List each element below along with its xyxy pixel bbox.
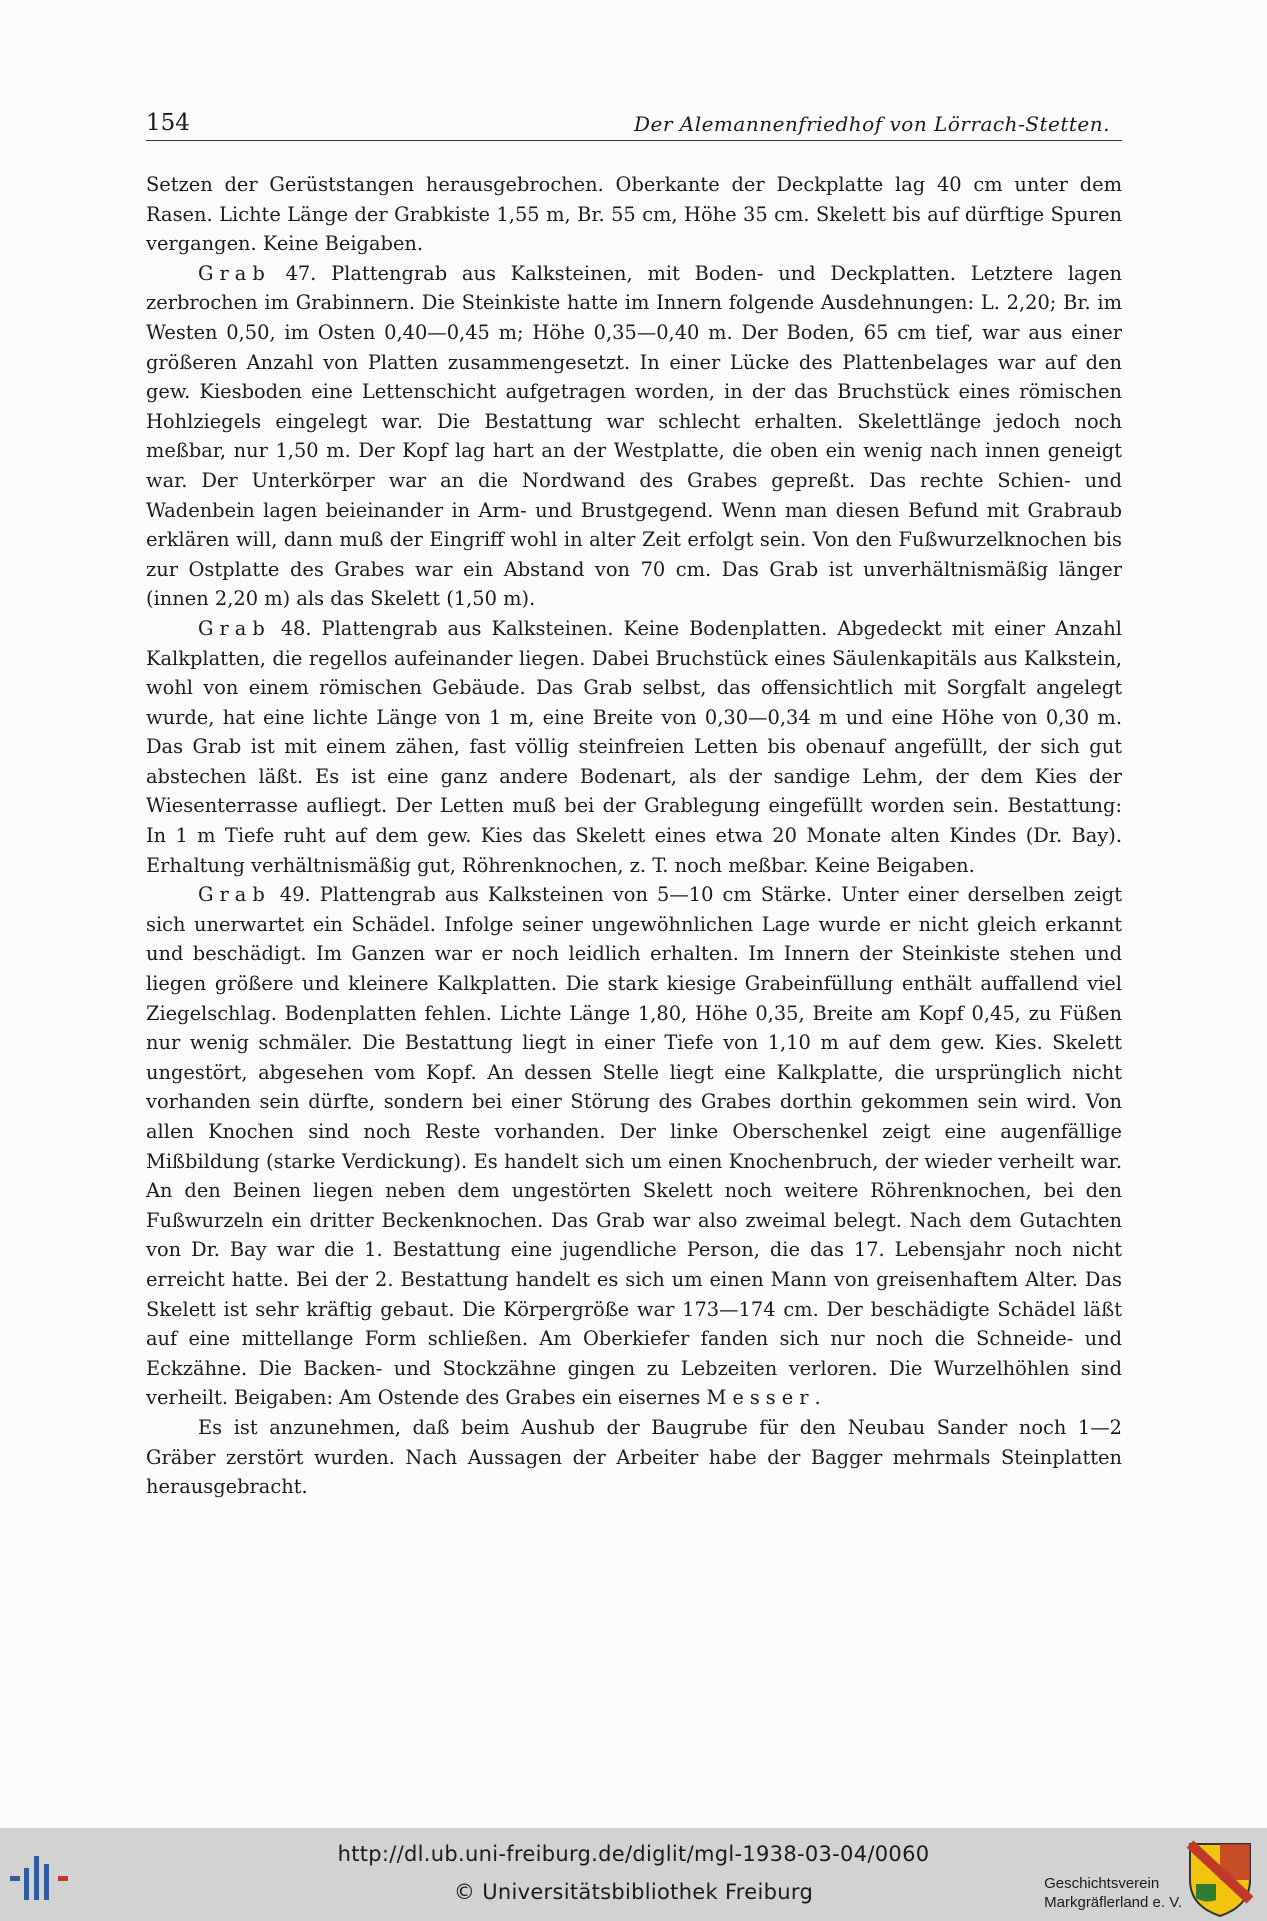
paragraph-grab-47 — [146, 259, 1122, 614]
paragraph-grab-48 — [146, 614, 1122, 880]
paragraph-text: 49. Plattengrab aus Kalksteinen von 5—10 cm Stärke. Unter einer derselben zeigt sich unerwartet ein Schädel. Infolge seiner ungewöhnlichen Lage wurde er nicht gleich erkannt und beschädigt. Im Ganzen war er noch leidlich erhalten. Im Innern der Steinkiste stehen und liegen größere und kleinere Kalkplatten. Die stark kiesige Grabeinfüllung enthält auffallend viel Ziegelschlag. Bodenplatten fehlen. Lichte Länge 1,80, Höhe 0,35, Breite am Kopf 0,45, zu Füßen nur wenig schmäler. Die Bestattung liegt in einer Tiefe von 1,10 m auf dem gew. Kies. Skelett ungestört, abgesehen vom Kopf. An dessen Stelle liegt eine Kalkplatte, die ursprünglich nicht vorhanden sein dürfte, sondern bei einer Störung des Grabes dorthin gekommen sein wird. Von allen Knochen sind noch Reste vorhanden. Der linke Oberschenkel zeigt eine augenfällige Mißbildung (starke Verdickung). Es handelt sich um einen Knochenbruch, der wieder verheilt war. An den Beinen liegen neben dem ungestörten Skelett noch weitere Röhrenknochen, bei den Fußwurzeln ein dritter Beckenknochen. Das Grab war also zweimal belegt. Nach dem Gutachten von Dr. Bay war die 1. Bestattung eine jugendliche Person, die das 17. Lebensjahr noch nicht erreicht hatte. Bei der 2. Bestattung handelt es sich um einen Mann von greisenhaftem Alter. Das Skelett ist sehr kräftig gebaut. Die Körpergröße war 173—174 cm. Der beschädigte Schädel läßt auf eine mittellange Form schließen. Am Oberkiefer fanden sich nur noch die Schneide- und Eckzähne. Die Backen- und Stockzähne gingen zu Lebzeiten verloren. Die Wurzelhöhlen sind verheilt. Beigaben: Am Ostende des Grabes ein eisernes — [146, 883, 1122, 1410]
society-line: Geschichtsverein — [1044, 1875, 1160, 1892]
society-name — [1044, 1874, 1182, 1912]
paragraph-text: Setzen der Gerüststangen herausgebrochen. Oberkante der Deckplatte lag 40 cm unter dem Rasen. Lichte Länge der Grabkiste 1,55 m, Br. 55 cm, Höhe 35 cm. Skelett bis auf dürftige Spuren vergangen. Keine Beigaben. — [146, 173, 1122, 256]
grave-label: Grab — [198, 883, 271, 907]
paragraph-text: 47. Plattengrab aus Kalksteinen, mit Boden- und Deckplatten. Letztere lagen zerbrochen im Grabinnern. Die Steinkiste hatte im Innern folgende Ausdehnungen: L. 2,20; Br. im Westen 0,50, im Osten 0,40—0,45 m; Höhe 0,35—0,40 m. Der Boden, 65 cm tief, war aus einer größeren Anzahl von Platten zusammengesetzt. In einer Lücke des Plattenbelages war auf den gew. Kiesboden eine Lettenschicht aufgetragen worden, in der das Bruchstück eines römischen Hohlziegels eingelegt war. Die Bestattung war schlecht erhalten. Skelettlänge jedoch noch meßbar, nur 1,50 m. Der Kopf lag hart an der Westplatte, die oben ein wenig nach innen geneigt war. Der Unterkörper war an die Nordwand des Grabes gepreßt. Das rechte Schien- und Wadenbein lagen beieinander in Arm- und Brustgegend. Wenn man diesen Befund mit Grabraub erklären will, dann muß der Eingriff wohl in alter Zeit erfolgt sein. Von den Fußwurzelknochen bis zur Ostplatte des Grabes war ein Abstand von 70 cm. Das Grab ist unverhältnismäßig länger (innen 2,20 m) als das Skelett (1,50 m). — [146, 261, 1122, 611]
paragraph — [146, 170, 1122, 259]
permalink-url[interactable]: http://dl.ub.uni-freiburg.de/diglit/mgl-1938-03-04/0060 — [337, 1842, 930, 1866]
paragraph — [146, 1413, 1122, 1502]
copyright-notice: © Universitätsbibliothek Freiburg — [453, 1880, 814, 1904]
grave-label: Grab — [198, 616, 271, 640]
body-text — [146, 170, 1122, 1502]
running-head: Der Alemannenfriedhof von Lörrach-Stetten. — [633, 112, 1110, 136]
emphasis-word: Messer — [706, 1386, 815, 1410]
paragraph-end: . — [814, 1386, 821, 1410]
society-line: Markgräflerland e. V. — [1044, 1894, 1182, 1911]
paragraph-text: Es ist anzunehmen, daß beim Aushub der Baugrube für den Neubau Sander noch 1—2 Gräber zerstört wurden. Nach Aussagen der Arbeiter habe der Bagger mehrmals Steinplatten herausgebracht. — [146, 1415, 1122, 1499]
grave-label: Grab — [198, 261, 271, 285]
paragraph-text: 48. Plattengrab aus Kalksteinen. Keine Bodenplatten. Abgedeckt mit einer Anzahl Kalkplatten, die regellos aufeinander liegen. Dabei Bruchstück eines Säulenkapitäls aus Kalkstein, wohl von einem römischen Gebäude. Das Grab selbst, das offensichtlich mit Sorgfalt angelegt wurde, hat eine lichte Länge von 1 m, eine Breite von 0,30—0,34 m und eine Höhe von 0,30 m. Das Grab ist mit einem zähen, fast völlig steinfreien Letten bis obenauf angefüllt, der sich gut abstechen läßt. Es ist eine ganz andere Bodenart, als der sandige Lehm, der dem Kies der Wiesenterrasse aufliegt. Der Letten muß bei der Grablegung eingefüllt worden sein. Bestattung: In 1 m Tiefe ruht auf dem gew. Kies das Skelett eines etwa 20 Monate alten Kindes (Dr. Bay). Erhaltung verhältnismäßig gut, Röhrenknochen, z. T. noch meßbar. Keine Beigaben. — [146, 616, 1122, 877]
library-footer — [0, 1828, 1267, 1921]
coat-of-arms-icon — [1186, 1840, 1254, 1918]
page-header — [146, 104, 1122, 141]
page-number: 154 — [146, 110, 190, 136]
paragraph-grab-49 — [146, 880, 1122, 1413]
